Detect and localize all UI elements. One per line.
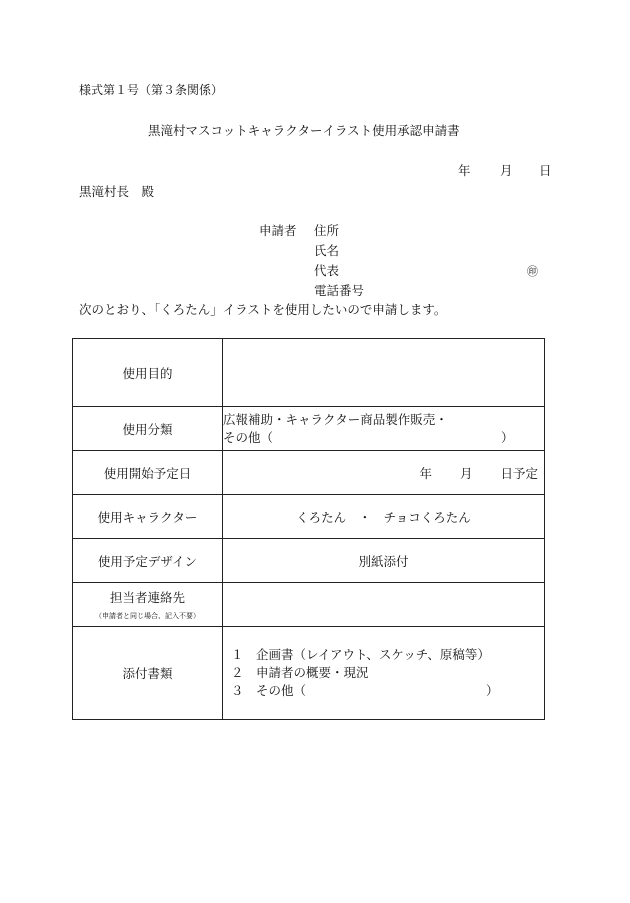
row-character [73,495,545,539]
date-year-label: 年 [458,163,471,178]
purpose-label: 使用目的 [73,339,223,407]
row-category [73,407,545,451]
category-field[interactable] [223,407,545,451]
category-other-open: その他（ [223,429,274,445]
start-date-day: 日予定 [500,465,538,481]
start-date-label: 使用開始予定日 [73,451,223,495]
contact-field[interactable] [223,583,545,627]
category-other [223,429,544,447]
attachment-item-2: ２ 申請者の概要・現況 [231,665,369,680]
row-design [73,539,545,583]
intro-statement: 次のとおり、「くろたん」イラストを使用したいので申請します。 [79,302,447,317]
start-date-year: 年 [419,465,432,481]
purpose-field[interactable] [223,339,545,407]
design-value: 別紙添付 [223,539,545,583]
applicant-phone-label: 電話番号 [314,283,365,298]
addressee: 黒滝村長 殿 [79,184,155,199]
contact-label: 担当者連絡先 [109,590,185,605]
start-date-month: 月 [459,465,473,481]
category-label: 使用分類 [73,407,223,451]
date-month-label: 月 [500,163,513,178]
row-start-date [73,451,545,495]
applicant-label: 申請者 [259,223,297,238]
date-day-label: 日 [539,163,552,178]
applicant-representative-label: 代表 [314,263,340,278]
application-table [72,338,545,720]
form-number: 様式第１号（第３条関係） [79,83,224,97]
attachment-item-3-text: ３ その他（ [231,683,307,698]
attachment-item-1: １ 企画書（レイアウト、スケッチ、原稿等） [231,647,490,662]
row-purpose [73,339,545,407]
attachments-list [223,627,545,720]
applicant-address-label: 住所 [314,223,340,238]
design-label: 使用予定デザイン [73,539,223,583]
applicant-name-label: 氏名 [314,243,340,258]
form-title: 黒滝村マスコットキャラクターイラスト使用承認申請書 [148,123,460,138]
contact-label-cell [73,583,223,627]
character-label: 使用キャラクター [73,495,223,539]
row-contact [73,583,545,627]
seal-mark: ㊞ [527,265,538,278]
row-attachments [73,627,545,720]
character-options[interactable]: くろたん ・ チョコくろたん [223,495,545,539]
attachment-item-3-close: ） [486,683,499,698]
category-other-close: ） [501,429,514,445]
attachment-item-3[interactable] [231,682,544,700]
contact-note: （申請者と同じ場合、記入不要） [95,612,200,620]
attachments-label: 添付書類 [73,627,223,720]
start-date-field[interactable] [223,451,545,495]
category-options: 広報補助・キャラクター商品製作販売・ [223,411,448,427]
